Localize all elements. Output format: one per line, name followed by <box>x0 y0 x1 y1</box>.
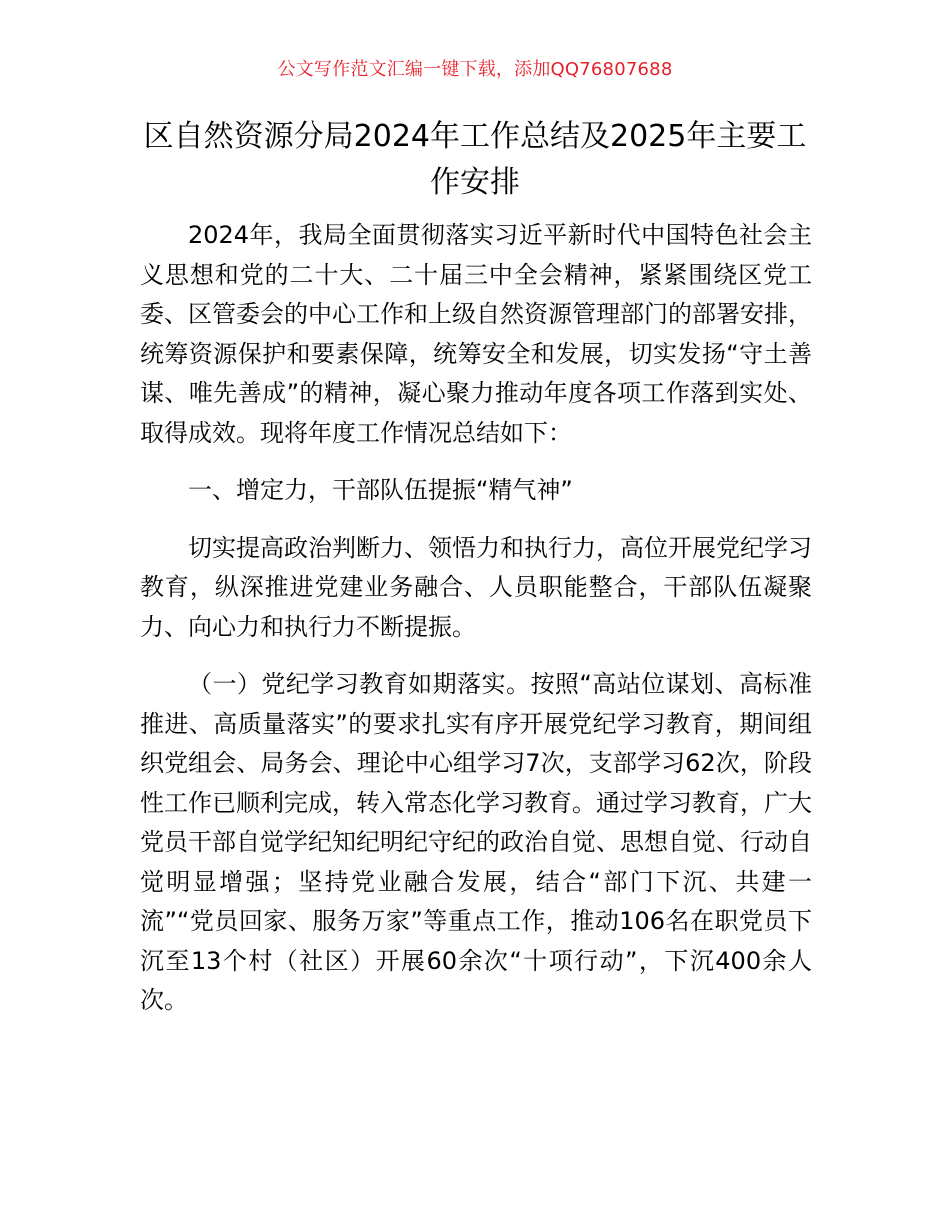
section-1-summary-paragraph: 切实提高政治判断力、领悟力和执行力，高位开展党纪学习教育，纵深推进党建业务融合、人员职能整合，干部队伍凝聚力、向心力和执行力不断提振。 <box>140 533 812 641</box>
section-heading-1: 一、增定力，干部队伍提振“精气神” <box>188 476 573 504</box>
download-banner-text: 公文写作范文汇编一键下载，添加QQ76807688 <box>277 59 673 80</box>
intro-paragraph: 2024年，我局全面贯彻落实习近平新时代中国特色社会主义思想和党的二十大、二十届三中全会精神，紧紧围绕区党工委、区管委会的中心工作和上级自然资源管理部门的部署安排，统筹资源保护和要素保障，统筹安全和发展，切实发扬“守土善谋、唯先善成”的精神，凝心聚力推动年度各项工作落到实处、取得成效。现将年度工作情况总结如下： <box>140 221 812 447</box>
subsection-1-paragraph: （一）党纪学习教育如期落实。按照“高站位谋划、高标准推进、高质量落实”的要求扎实有序开展党纪学习教育，期间组织党组会、局务会、理论中心组学习7次，支部学习62次，阶段性工作已顺利完成，转入常态化学习教育。通过学习教育，广大党员干部自觉学纪知纪明纪守纪的政治自觉、思想自觉、行动自觉明显增强；坚持党业融合发展，结合“部门下沉、共建一流”“党员回家、服务万家”等重点工作，推动106名在职党员下沉至13个村（社区）开展60余次“十项行动”，下沉400余人次。 <box>140 670 812 1014</box>
document-body <box>140 216 812 1039</box>
document-title: 区自然资源分局2024年工作总结及2025年主要工作安排 <box>143 119 807 200</box>
